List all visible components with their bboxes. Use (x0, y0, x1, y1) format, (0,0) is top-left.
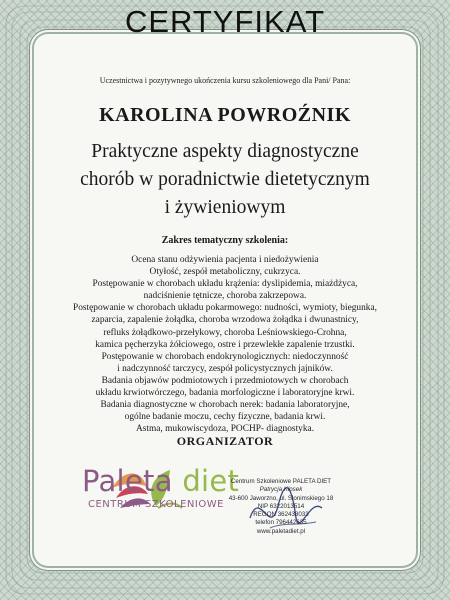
handwritten-signature (240, 478, 330, 548)
scope-line: Badania objawów podmiotowych i przedmiotowych w chorobach (101, 375, 349, 386)
stamp-line: telefon 796442635 (255, 519, 307, 527)
course-title-line: i żywieniowym (164, 197, 286, 218)
course-title (20, 138, 430, 222)
scope-line: Otyłość, zespół metaboliczny, cukrzyca. (149, 267, 301, 278)
stamp-line: Centrum Szkoleniowe PALETA DIET (230, 478, 332, 485)
scope-line: układu krwiotwórczego, badania morfologiczne i laboratoryjne krwi. (95, 388, 355, 399)
logo-subtitle: CENTRUM SZKOLENIOWE (88, 499, 224, 510)
scope-list (22, 254, 428, 435)
stamp-line: NIP 6322013514 (257, 502, 305, 510)
scope-line: Postępowanie w chorobach układu pokarmowego: nudności, wymioty, biegunka, (72, 303, 378, 314)
scope-title: Zakres tematyczny szkolenia: (161, 235, 289, 246)
certificate-title: CERTYFIKAT (124, 4, 326, 39)
organizer-label: ORGANIZATOR (176, 434, 274, 448)
scope-line: refluks żołądkowo-przełykowy, choroba Leśniowskiego-Crohna, (103, 327, 347, 338)
course-title-line: Praktyczne aspekty diagnostyczne (91, 141, 359, 162)
course-title-line: chorób w poradnictwie dietetycznym (80, 169, 370, 190)
recipient-name: KAROLINA POWROŹNIK (99, 104, 351, 126)
scope-line: kamica pęcherzyka żółciowego, ostre i przewlekłe zapalenie trzustki. (95, 339, 355, 350)
scope-line: nadciśnienie tętnicze, choroba zakrzepowa. (143, 291, 307, 302)
stamp-line: REGON 362438033 (253, 511, 309, 519)
scope-line: Astma, mukowiscydoza, POCHP- diagnostyka. (135, 424, 315, 435)
logo-name-part2: diet (182, 464, 240, 498)
scope-line: Badania diagnostyczne w chorobach nerek: badania laboratoryjne, (100, 400, 350, 411)
scope-line: ogólne badanie moczu, cechy fizyczne, badania krwi. (124, 412, 326, 423)
logo-name-part1: Paleta (82, 464, 183, 498)
stamp-line: Patrycja Kłosek (259, 486, 303, 494)
stamp-line: 43-600 Jaworzno, ul. Słonimskiego 18 (228, 494, 334, 502)
scope-line: i nadczynność tarczycy, zespół policystycznych jajników. (117, 363, 333, 374)
scope-line: Postępowanie w chorobach endokrynologicznych: niedoczynność (101, 351, 349, 362)
scope-line: Ocena stanu odżywienia pacjenta i niedożywienia (131, 255, 319, 265)
stamp-line: www.paletadiet.pl (256, 527, 306, 535)
scope-line: zaparcia, zapalenie żołądka, choroba wrzodowa żołądka i dwunastnicy, (91, 315, 359, 326)
scope-line: Postępowanie w chorobach układu krążenia: dyslipidemia, miażdżyca, (92, 279, 358, 290)
certificate-intro: Uczestnictwa i pozytywnego ukończenia kursu szkoleniowego dla Pani/ Pana: (99, 76, 351, 85)
